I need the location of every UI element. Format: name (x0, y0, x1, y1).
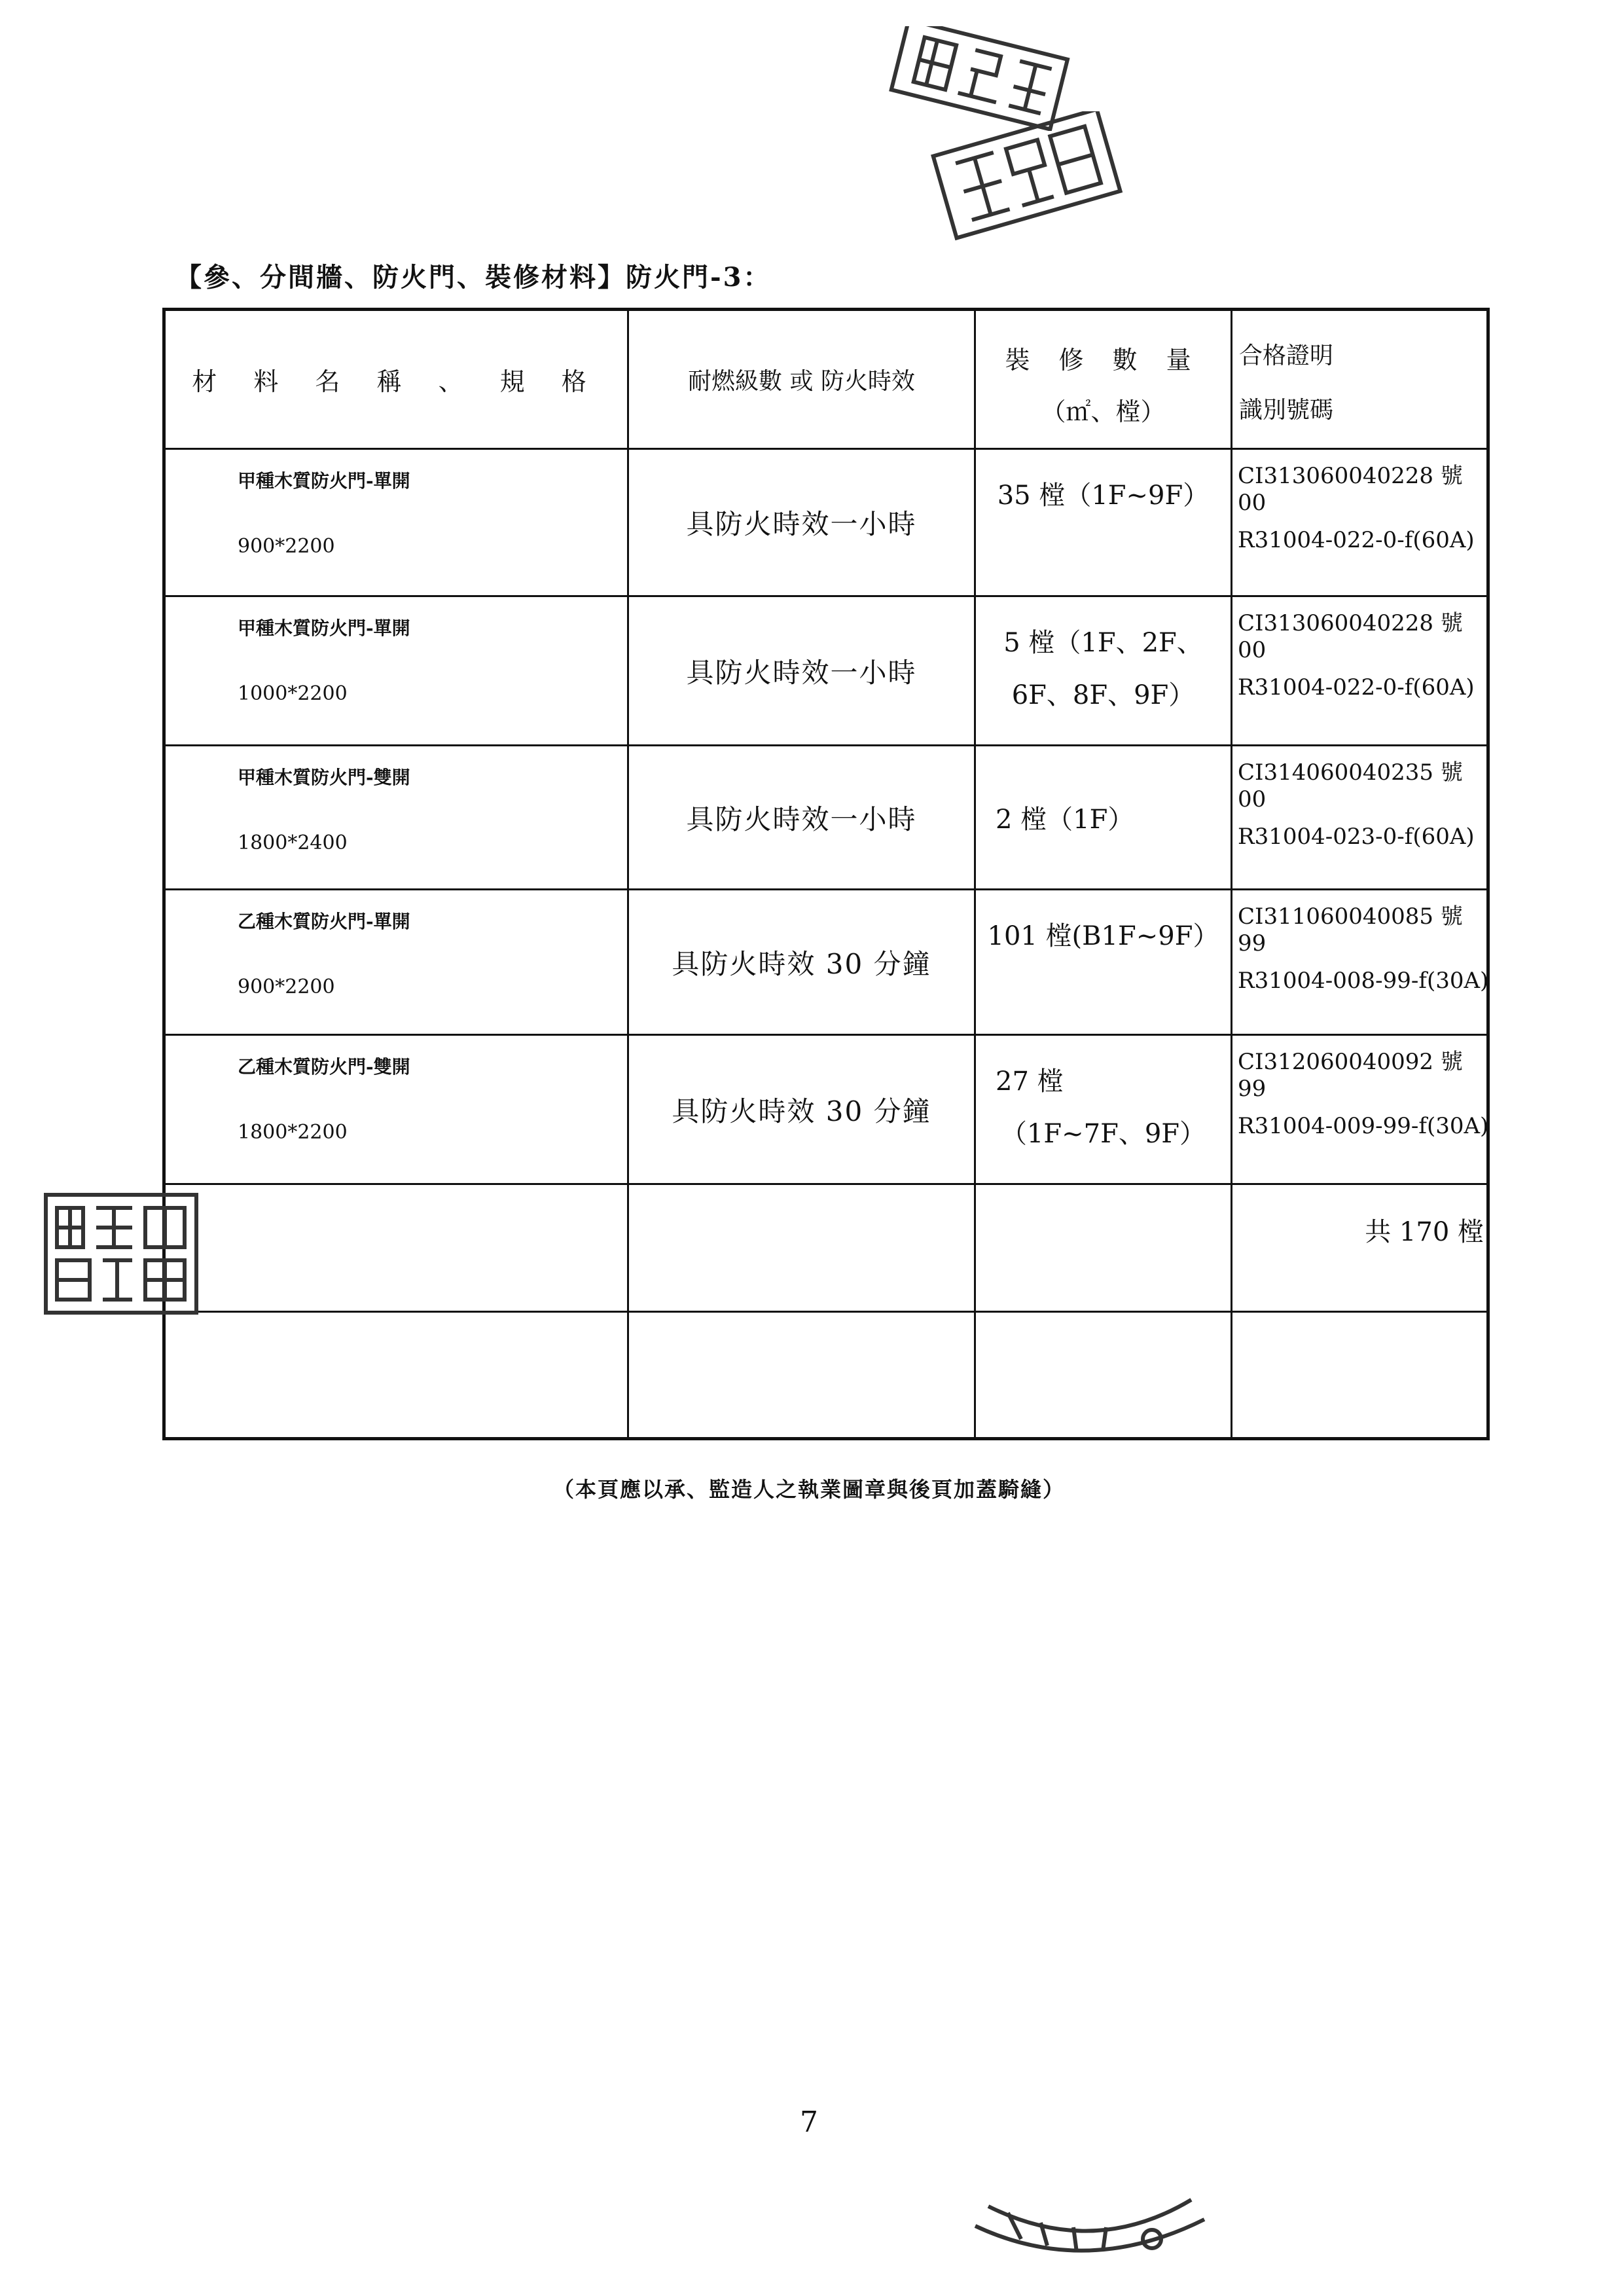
rating-cell: 具防火時效 30 分鐘 (629, 890, 976, 1034)
certificate-code: R31004-022-0-f(60A) (1238, 674, 1475, 701)
fire-door-table (162, 308, 1490, 1440)
header-rating: 耐燃級數 或 防火時效 (629, 311, 976, 448)
material-spec: 1800*2400 (238, 831, 348, 854)
table-row (166, 450, 1486, 597)
seal-stamp-left (41, 1188, 204, 1319)
quantity-line2: （1F~7F、9F） (1000, 1119, 1206, 1149)
quantity-line1: 27 樘 (996, 1066, 1064, 1097)
table-row (166, 1036, 1489, 1185)
quantity-cell (976, 890, 1232, 1034)
certificate-code: R31004-023-0-f(60A) (1238, 824, 1475, 850)
header-quantity-line2: （㎡、樘） (1041, 397, 1166, 426)
certificate-number: CI313060040228 號 00 (1238, 610, 1463, 663)
material-spec: 1800*2200 (238, 1121, 348, 1144)
rating-cell: 具防火時效 30 分鐘 (629, 1036, 976, 1183)
material-cell (166, 597, 629, 744)
table-row (166, 746, 1486, 890)
material-cell (166, 890, 629, 1034)
certificate-cell (1232, 746, 1493, 888)
material-spec: 1000*2200 (238, 682, 348, 705)
rating-cell: 具防火時效一小時 (629, 597, 976, 744)
certificate-code: R31004-022-0-f(60A) (1238, 527, 1475, 553)
certificate-cell (1232, 1036, 1493, 1183)
empty-cell (629, 1313, 976, 1437)
material-name: 甲種木質防火門-單開 (238, 617, 410, 639)
material-spec: 900*2200 (238, 535, 335, 558)
material-cell (166, 450, 629, 595)
quantity-line1: 5 樘（1F、2F、 (1003, 628, 1203, 658)
total-cell (1232, 1185, 1493, 1311)
header-quantity (976, 311, 1232, 448)
header-certificate-line1: 合格證明 (1239, 342, 1334, 369)
empty-cell (166, 1185, 629, 1311)
quantity-cell (976, 450, 1232, 595)
certificate-code: R31004-009-99-f(30A) (1238, 1113, 1489, 1139)
material-name: 乙種木質防火門-單開 (238, 911, 410, 932)
material-name: 乙種木質防火門-雙開 (238, 1056, 410, 1078)
seal-stamp-bottom (969, 2187, 1217, 2272)
header-quantity-line1: 裝 修 數 量 (1005, 346, 1202, 374)
certificate-cell (1232, 450, 1493, 595)
quantity-line1: 35 樘（1F~9F） (997, 481, 1210, 511)
certificate-number: CI314060040235 號 00 (1238, 759, 1463, 812)
empty-cell (976, 1185, 1232, 1311)
material-cell (166, 746, 629, 888)
certificate-cell (1232, 597, 1493, 744)
rating-cell: 具防火時效一小時 (629, 450, 976, 595)
certificate-code: R31004-008-99-f(30A) (1238, 968, 1489, 994)
table-total-row (166, 1185, 1486, 1313)
quantity-cell (976, 746, 1232, 888)
page-number: 7 (800, 2105, 818, 2139)
quantity-line2: 6F、8F、9F） (1011, 680, 1195, 710)
empty-cell (1232, 1313, 1493, 1437)
header-material-name: 材 料 名 稱 、 規 格 (166, 311, 629, 448)
footnote: （本頁應以承、監造人之執業圖章與後頁加蓋騎縫） (552, 1477, 1065, 1502)
certificate-number: CI313060040228 號 00 (1238, 463, 1463, 516)
certificate-number: CI311060040085 號 99 (1238, 903, 1463, 957)
certificate-cell (1232, 890, 1493, 1034)
empty-cell (976, 1313, 1232, 1437)
total-quantity: 共 170 樘 (1365, 1217, 1484, 1247)
material-name: 甲種木質防火門-雙開 (238, 767, 410, 788)
material-spec: 900*2200 (238, 975, 335, 998)
table-header-row (166, 311, 1486, 450)
material-cell (166, 1036, 629, 1183)
material-name: 甲種木質防火門-單開 (238, 470, 410, 492)
quantity-line1: 2 樘（1F） (996, 805, 1134, 835)
section-title: 【參、分間牆、防火門、裝修材料】防火門-3： (175, 262, 772, 293)
header-certificate (1232, 311, 1493, 448)
table-row-blank (166, 1313, 1486, 1437)
table-row (166, 597, 1486, 746)
table-row (166, 890, 1489, 1036)
quantity-cell (976, 1036, 1232, 1183)
empty-cell (166, 1313, 629, 1437)
empty-cell (629, 1185, 976, 1311)
header-certificate-line2: 識別號碼 (1239, 397, 1334, 424)
certificate-number: CI312060040092 號 99 (1238, 1049, 1463, 1102)
quantity-cell (976, 597, 1232, 744)
quantity-line1: 101 樘(B1F~9F） (987, 921, 1219, 951)
rating-cell: 具防火時效一小時 (629, 746, 976, 888)
seal-stamp-middle (929, 111, 1126, 242)
